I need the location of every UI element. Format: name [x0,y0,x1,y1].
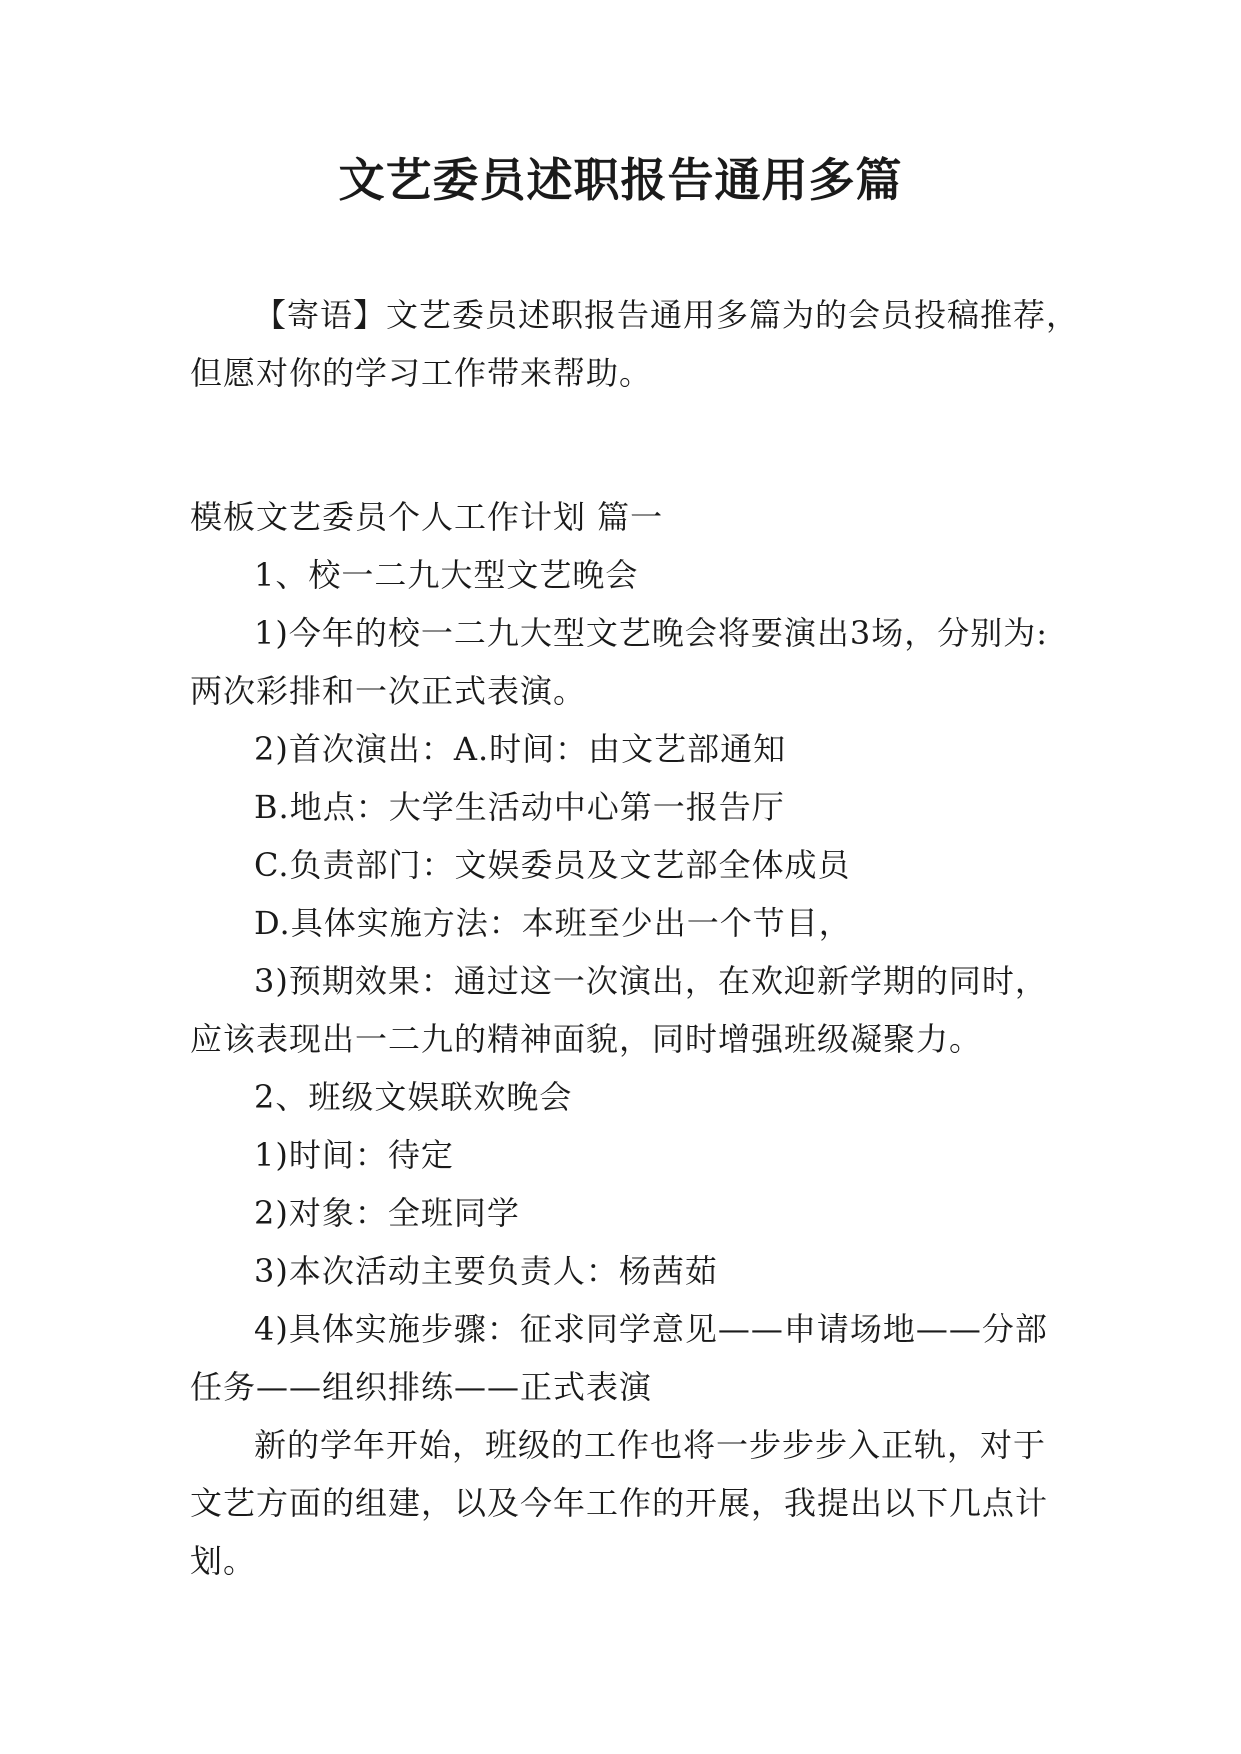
body-line: 新的学年开始，班级的工作也将一步步步入正轨，对于 [254,1426,1047,1464]
body-line: 4)具体实施步骤：征求同学意见——申请场地——分部 [254,1310,1048,1348]
body-line: 任务——组织排练——正式表演 [190,1368,653,1406]
section-heading: 模板文艺委员个人工作计划 篇一 [190,498,664,536]
paragraph-gap [190,402,1060,488]
body-line: 2、班级文娱联欢晚会 [254,1078,573,1116]
body-line: 划。 [190,1542,257,1580]
body-line: 应该表现出一二九的精神面貌，同时增强班级凝聚力。 [190,1020,983,1058]
body-line: C.负责部门：文娱委员及文艺部全体成员 [254,846,851,884]
body-line: 两次彩排和一次正式表演。 [190,672,587,710]
body-line: 文艺方面的组建，以及今年工作的开展，我提出以下几点计 [190,1484,1049,1522]
body-line: D.具体实施方法：本班至少出一个节目， [254,904,852,942]
body-line: B.地点：大学生活动中心第一报告厅 [254,788,785,826]
document-body [190,286,1080,1590]
body-line: 2)对象：全班同学 [254,1194,520,1232]
intro-line-2: 但愿对你的学习工作带来帮助。 [190,354,653,392]
body-line: 1、校一二九大型文艺晚会 [254,556,639,594]
body-line: 3)本次活动主要负责人：杨茜茹 [254,1252,718,1290]
body-line: 2)首次演出：A.时间：由文艺部通知 [254,730,787,768]
intro-line-1: 【寄语】文艺委员述职报告通用多篇为的会员投稿推荐， [254,296,1080,334]
body-line: 1)今年的校一二九大型文艺晚会将要演出3场，分别为: [254,614,1048,652]
body-line: 1)时间：待定 [254,1136,454,1174]
body-line: 3)预期效果：通过这一次演出，在欢迎新学期的同时， [254,962,1048,1000]
document-title: 文艺委员述职报告通用多篇 [338,153,903,207]
